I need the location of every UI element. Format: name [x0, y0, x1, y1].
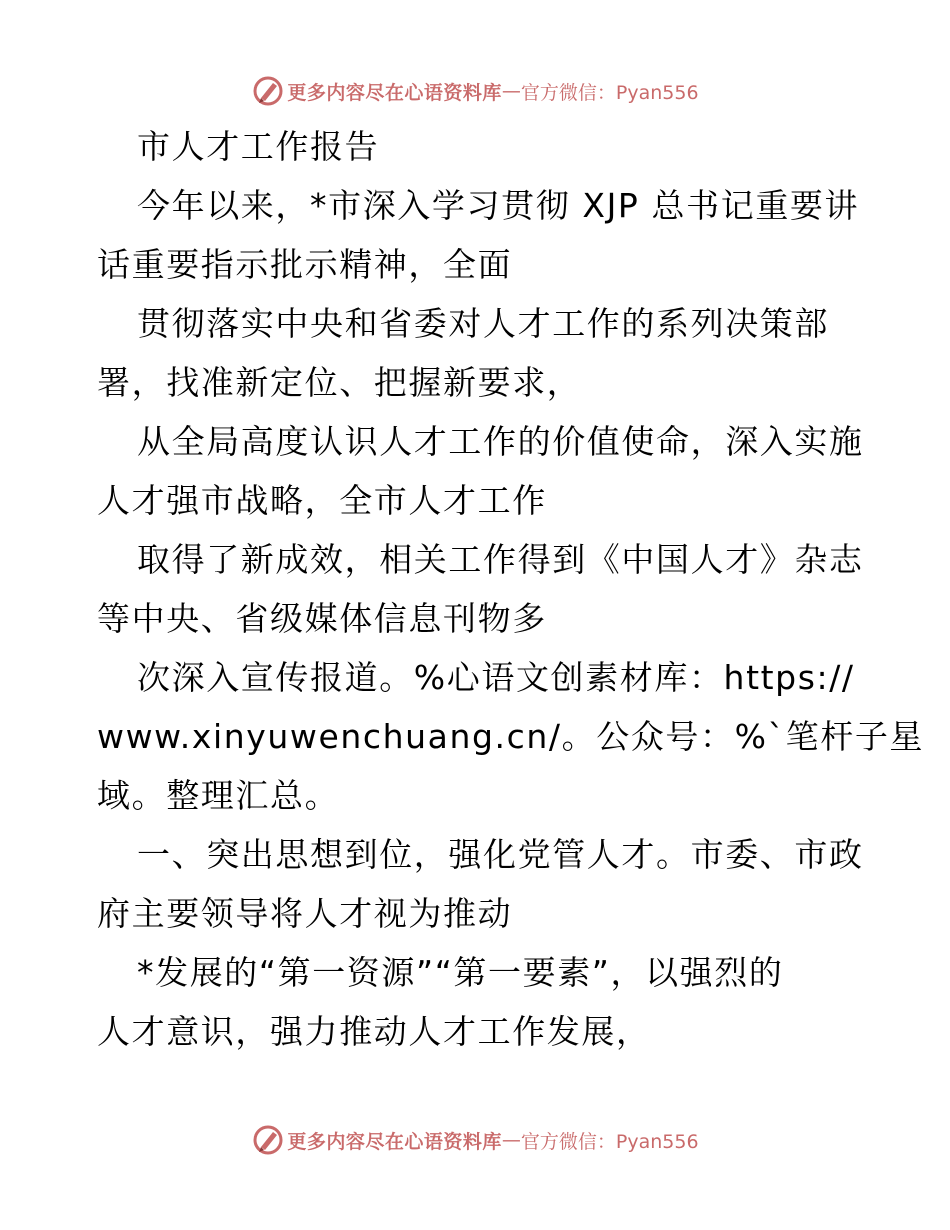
footer-banner-contact: 官方微信：Pyan556: [520, 1130, 699, 1153]
paragraph-line: 府主要领导将人才视为推动: [97, 894, 513, 933]
footer-banner-separator: —: [501, 1129, 521, 1151]
document-title: 市人才工作报告: [137, 127, 380, 166]
paragraph-line: 人才意识，强力推动人才工作发展，: [97, 1012, 651, 1051]
paragraph-line: 署，找准新定位、把握新要求，: [97, 363, 582, 402]
paragraph-line: 贯彻落实中央和省委对人才工作的系列决策部: [137, 304, 829, 343]
paragraph-line: *发展的“第一资源”“第一要素”，以强烈的: [137, 953, 784, 992]
paragraph-line: 域。整理汇总。: [97, 776, 340, 815]
section-heading-line: 一、突出思想到位，强化党管人才。市委、市政: [137, 835, 864, 874]
paragraph-line: 等中央、省级媒体信息刊物多: [97, 599, 547, 638]
paragraph-line: 从全局高度认识人才工作的价值使命，深入实施: [137, 422, 864, 461]
paragraph-line: www.xinyuwenchuang.cn/。公众号：%`笔杆子星: [97, 717, 925, 756]
footer-banner-text: 更多内容尽在心语资料库: [287, 1130, 502, 1153]
header-banner-separator: —: [501, 80, 521, 102]
paragraph-line: 话重要指示批示精神，全面: [97, 245, 513, 284]
pen-logo-icon: [251, 1123, 285, 1157]
footer-banner: [0, 1120, 950, 1160]
paragraph-line: 次深入宣传报道。%心语文创素材库：https://: [137, 658, 855, 697]
header-banner-contact: 官方微信：Pyan556: [520, 81, 699, 104]
paragraph-line: 今年以来，*市深入学习贯彻 XJP 总书记重要讲: [137, 186, 860, 225]
paragraph-line: 取得了新成效，相关工作得到《中国人才》杂志: [137, 540, 864, 579]
pen-logo-icon: [251, 74, 285, 108]
header-banner-text: 更多内容尽在心语资料库: [287, 81, 502, 104]
paragraph-line: 人才强市战略，全市人才工作: [97, 481, 547, 520]
header-banner: [0, 71, 950, 111]
document-body: [97, 117, 925, 1061]
